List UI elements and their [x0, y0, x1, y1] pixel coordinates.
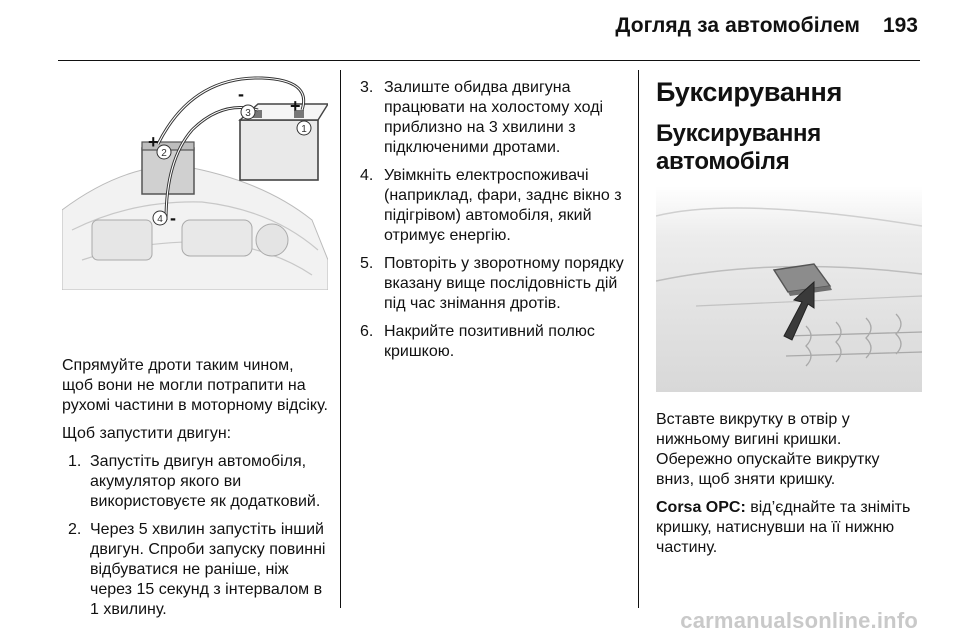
callout-2: 2 [161, 148, 167, 159]
model-label: Corsa OPC: [656, 499, 746, 516]
paragraph-start-engine: Щоб запустити двигун: [62, 425, 232, 442]
callout-3: 3 [245, 108, 251, 119]
list-item: 5. Повторіть у зворотному порядку вказану вище послідовність дій під час знімання дротів. [360, 255, 624, 312]
paragraph-corsa-opc: Corsa OPC: від’єднайте та зніміть кришку, натиснувши на її нижню частину. [656, 499, 911, 556]
watermark: carmanualsonline.info [680, 608, 918, 633]
list-item: 6. Накрийте позитивний полюс кришкою. [360, 323, 595, 360]
list-item: 2. Через 5 хвилин запустіть інший двигун. Спроби запуску повинні відбуватися не раніше, ніж через 15 секунд з інтервалом в 1 хвилину. [68, 521, 326, 618]
list-item: 3. Залиште обидва двигуна працювати на холостому ході приблизно на 3 хвилини з підключеними дротами. [360, 79, 604, 156]
paragraph-cable-routing: Спрямуйте дроти таким чином, щоб вони не могли потрапити на рухомі частини в моторному відсіку. [62, 357, 328, 414]
minus-sign-4: - [170, 208, 176, 228]
header-rule [58, 60, 920, 61]
minus-sign-3: - [238, 84, 244, 104]
plus-sign-1: + [290, 96, 301, 116]
list-item: 4. Увімкніть електроспоживачі (наприклад, фари, заднє вікно з підігрівом) автомобіля, який отримує енергію. [360, 167, 622, 244]
callout-1: 1 [301, 124, 307, 135]
column-middle [360, 78, 628, 370]
jump-start-illustration [62, 70, 328, 290]
column-divider-right [638, 70, 639, 608]
steps-list-left [62, 452, 328, 620]
list-item: 1. Запустіть двигун автомобіля, акумулятор якого ви використовуєте як додатковий. [68, 453, 321, 510]
plus-sign-2: + [148, 132, 159, 152]
page-number: 193 [882, 14, 918, 37]
paragraph-insert-screwdriver: Вставте викрутку в отвір у нижньому вигині кришки. Обережно опускайте викрутку вниз, щоб зняти кришку. [656, 411, 880, 488]
subsection-heading: Буксирування автомобіля [656, 120, 821, 175]
header-title: Догляд за автомобілем [615, 14, 860, 37]
column-divider-left [340, 70, 341, 608]
section-heading: Буксирування [656, 77, 843, 107]
tow-eye-cover-illustration [656, 186, 922, 392]
column-right [656, 76, 922, 566]
column-left [62, 70, 328, 628]
callout-4: 4 [157, 214, 163, 225]
steps-list-middle [360, 78, 628, 362]
